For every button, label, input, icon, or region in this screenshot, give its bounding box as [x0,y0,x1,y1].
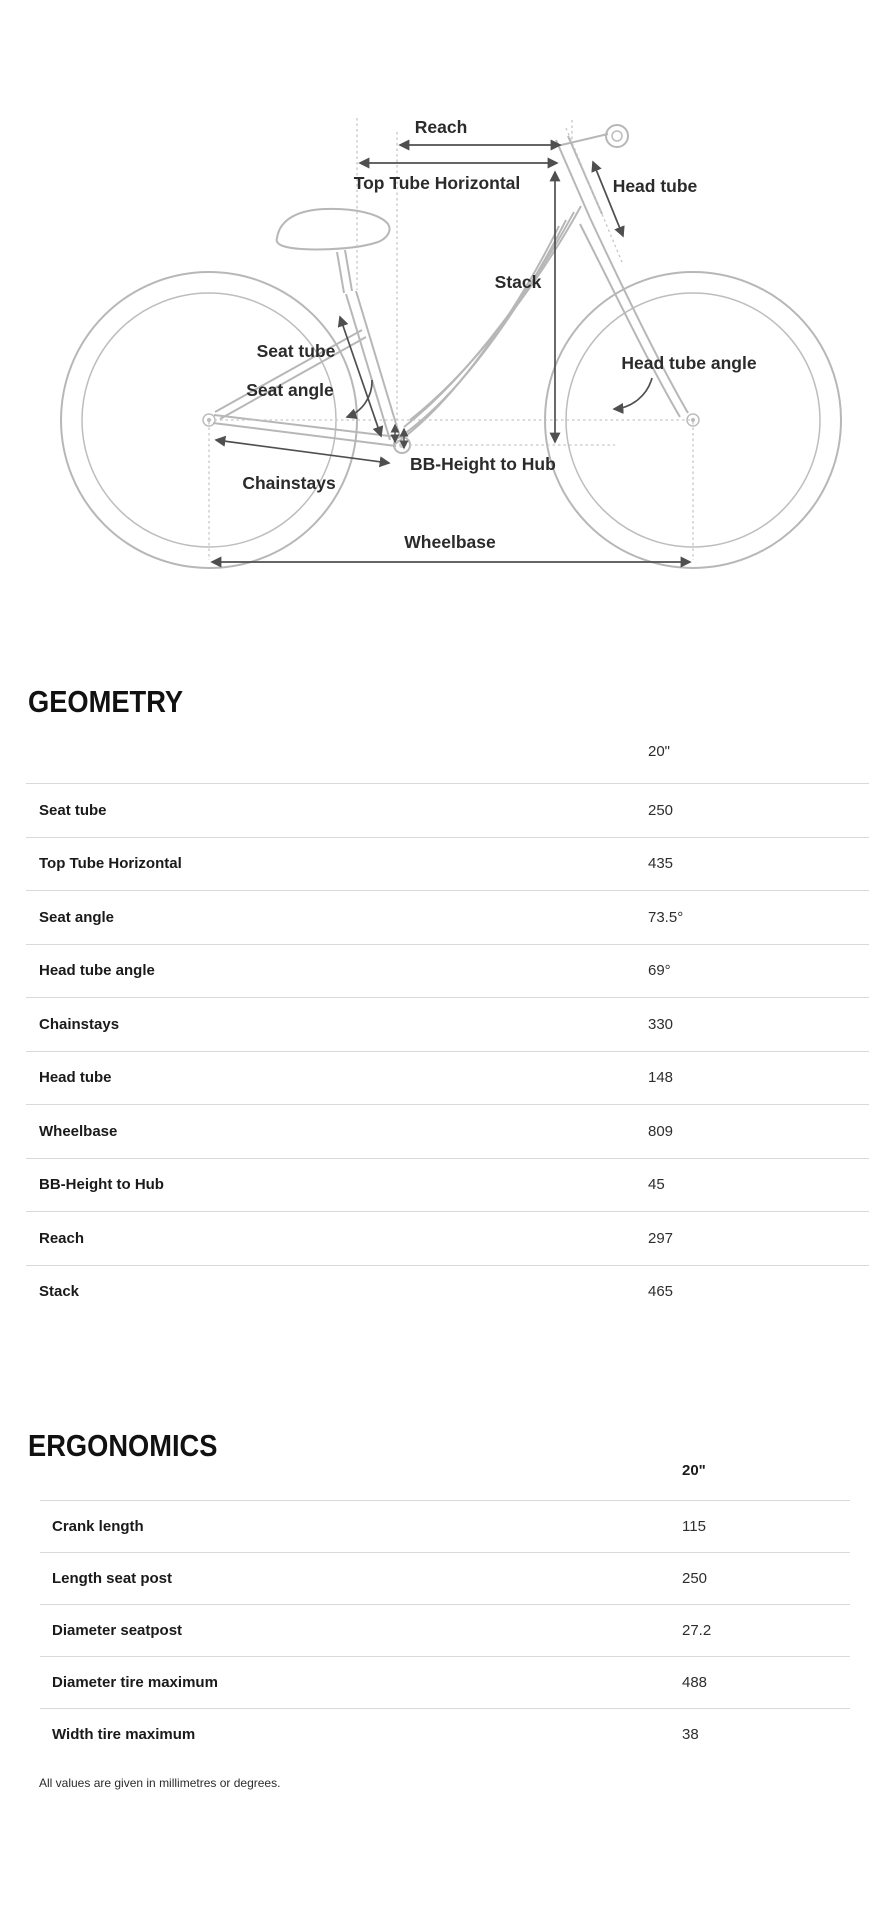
table-row [26,1052,869,1106]
row-value: 297 [648,1229,674,1247]
row-label: Stack [39,1283,80,1301]
head-tube-angle-label: Head tube angle [621,353,757,373]
row-label: Top Tube Horizontal [39,855,182,873]
ergonomics-section-title: ERGONOMICS [28,1427,218,1463]
row-label: Head tube [39,1069,112,1087]
stack-label: Stack [494,272,542,292]
row-label: BB-Height to Hub [39,1176,164,1194]
row-value: 465 [648,1283,674,1301]
table-row [26,998,869,1052]
ergonomics-table-header-row [40,1440,850,1501]
row-value: 45 [648,1176,665,1194]
table-row [26,1266,869,1319]
table-row [40,1709,850,1760]
units-footnote: All values are given in millimetres or degrees. [39,1776,281,1790]
table-row [40,1605,850,1657]
table-row [26,1105,869,1159]
row-value: 330 [648,1015,674,1033]
row-value: 38 [682,1726,699,1743]
seat-tube-arrow [340,317,381,436]
bb-height-to-hub-label: BB-Height to Hub [410,454,556,474]
row-label: Seat tube [39,801,107,819]
row-value: 250 [682,1570,708,1587]
row-label: Width tire maximum [52,1726,196,1743]
geometry-table-header-row [26,720,869,784]
head-tube-angle-arc [614,378,652,409]
geometry-table [26,720,869,1318]
chainstays-arrow [216,440,389,463]
wheelbase-label: Wheelbase [404,532,496,552]
table-row [26,784,869,838]
row-label: Diameter seatpost [52,1622,183,1639]
table-row [26,891,869,945]
row-label: Seat angle [39,908,115,926]
row-value: 73.5° [648,908,684,926]
row-value: 809 [648,1122,674,1140]
row-value: 69° [648,962,671,980]
reach-label: Reach [414,117,468,137]
size-column-header: 20" [682,1461,706,1479]
geometry-section-title: GEOMETRY [28,683,184,719]
row-label: Length seat post [52,1570,173,1587]
row-value: 488 [682,1674,708,1691]
row-label: Chainstays [39,1015,120,1033]
row-label: Head tube angle [39,962,155,980]
ergonomics-table [40,1440,850,1760]
seat-angle-arc [347,380,372,417]
row-label: Wheelbase [39,1122,118,1140]
head-tube-label: Head tube [612,176,698,196]
size-column-header: 20" [648,743,671,760]
seat-angle-label: Seat angle [246,380,334,400]
row-label: Diameter tire maximum [52,1674,218,1691]
bike-geometry-diagram [0,0,895,600]
row-value: 148 [648,1069,674,1087]
row-value: 115 [682,1518,706,1535]
row-label: Crank length [52,1518,144,1535]
table-row [26,1159,869,1213]
table-row [26,838,869,892]
row-value: 435 [648,855,674,873]
row-label: Reach [39,1229,85,1247]
seat-tube-label: Seat tube [256,341,336,361]
chainstays-label: Chainstays [242,473,336,493]
table-row [40,1553,850,1605]
row-value: 250 [648,801,674,819]
head-tube-arrow [593,162,623,236]
table-row [26,1212,869,1266]
top-tube-horizontal-label: Top Tube Horizontal [353,173,521,193]
table-row [26,945,869,999]
table-row [40,1657,850,1709]
table-row [40,1501,850,1553]
row-value: 27.2 [682,1622,712,1639]
